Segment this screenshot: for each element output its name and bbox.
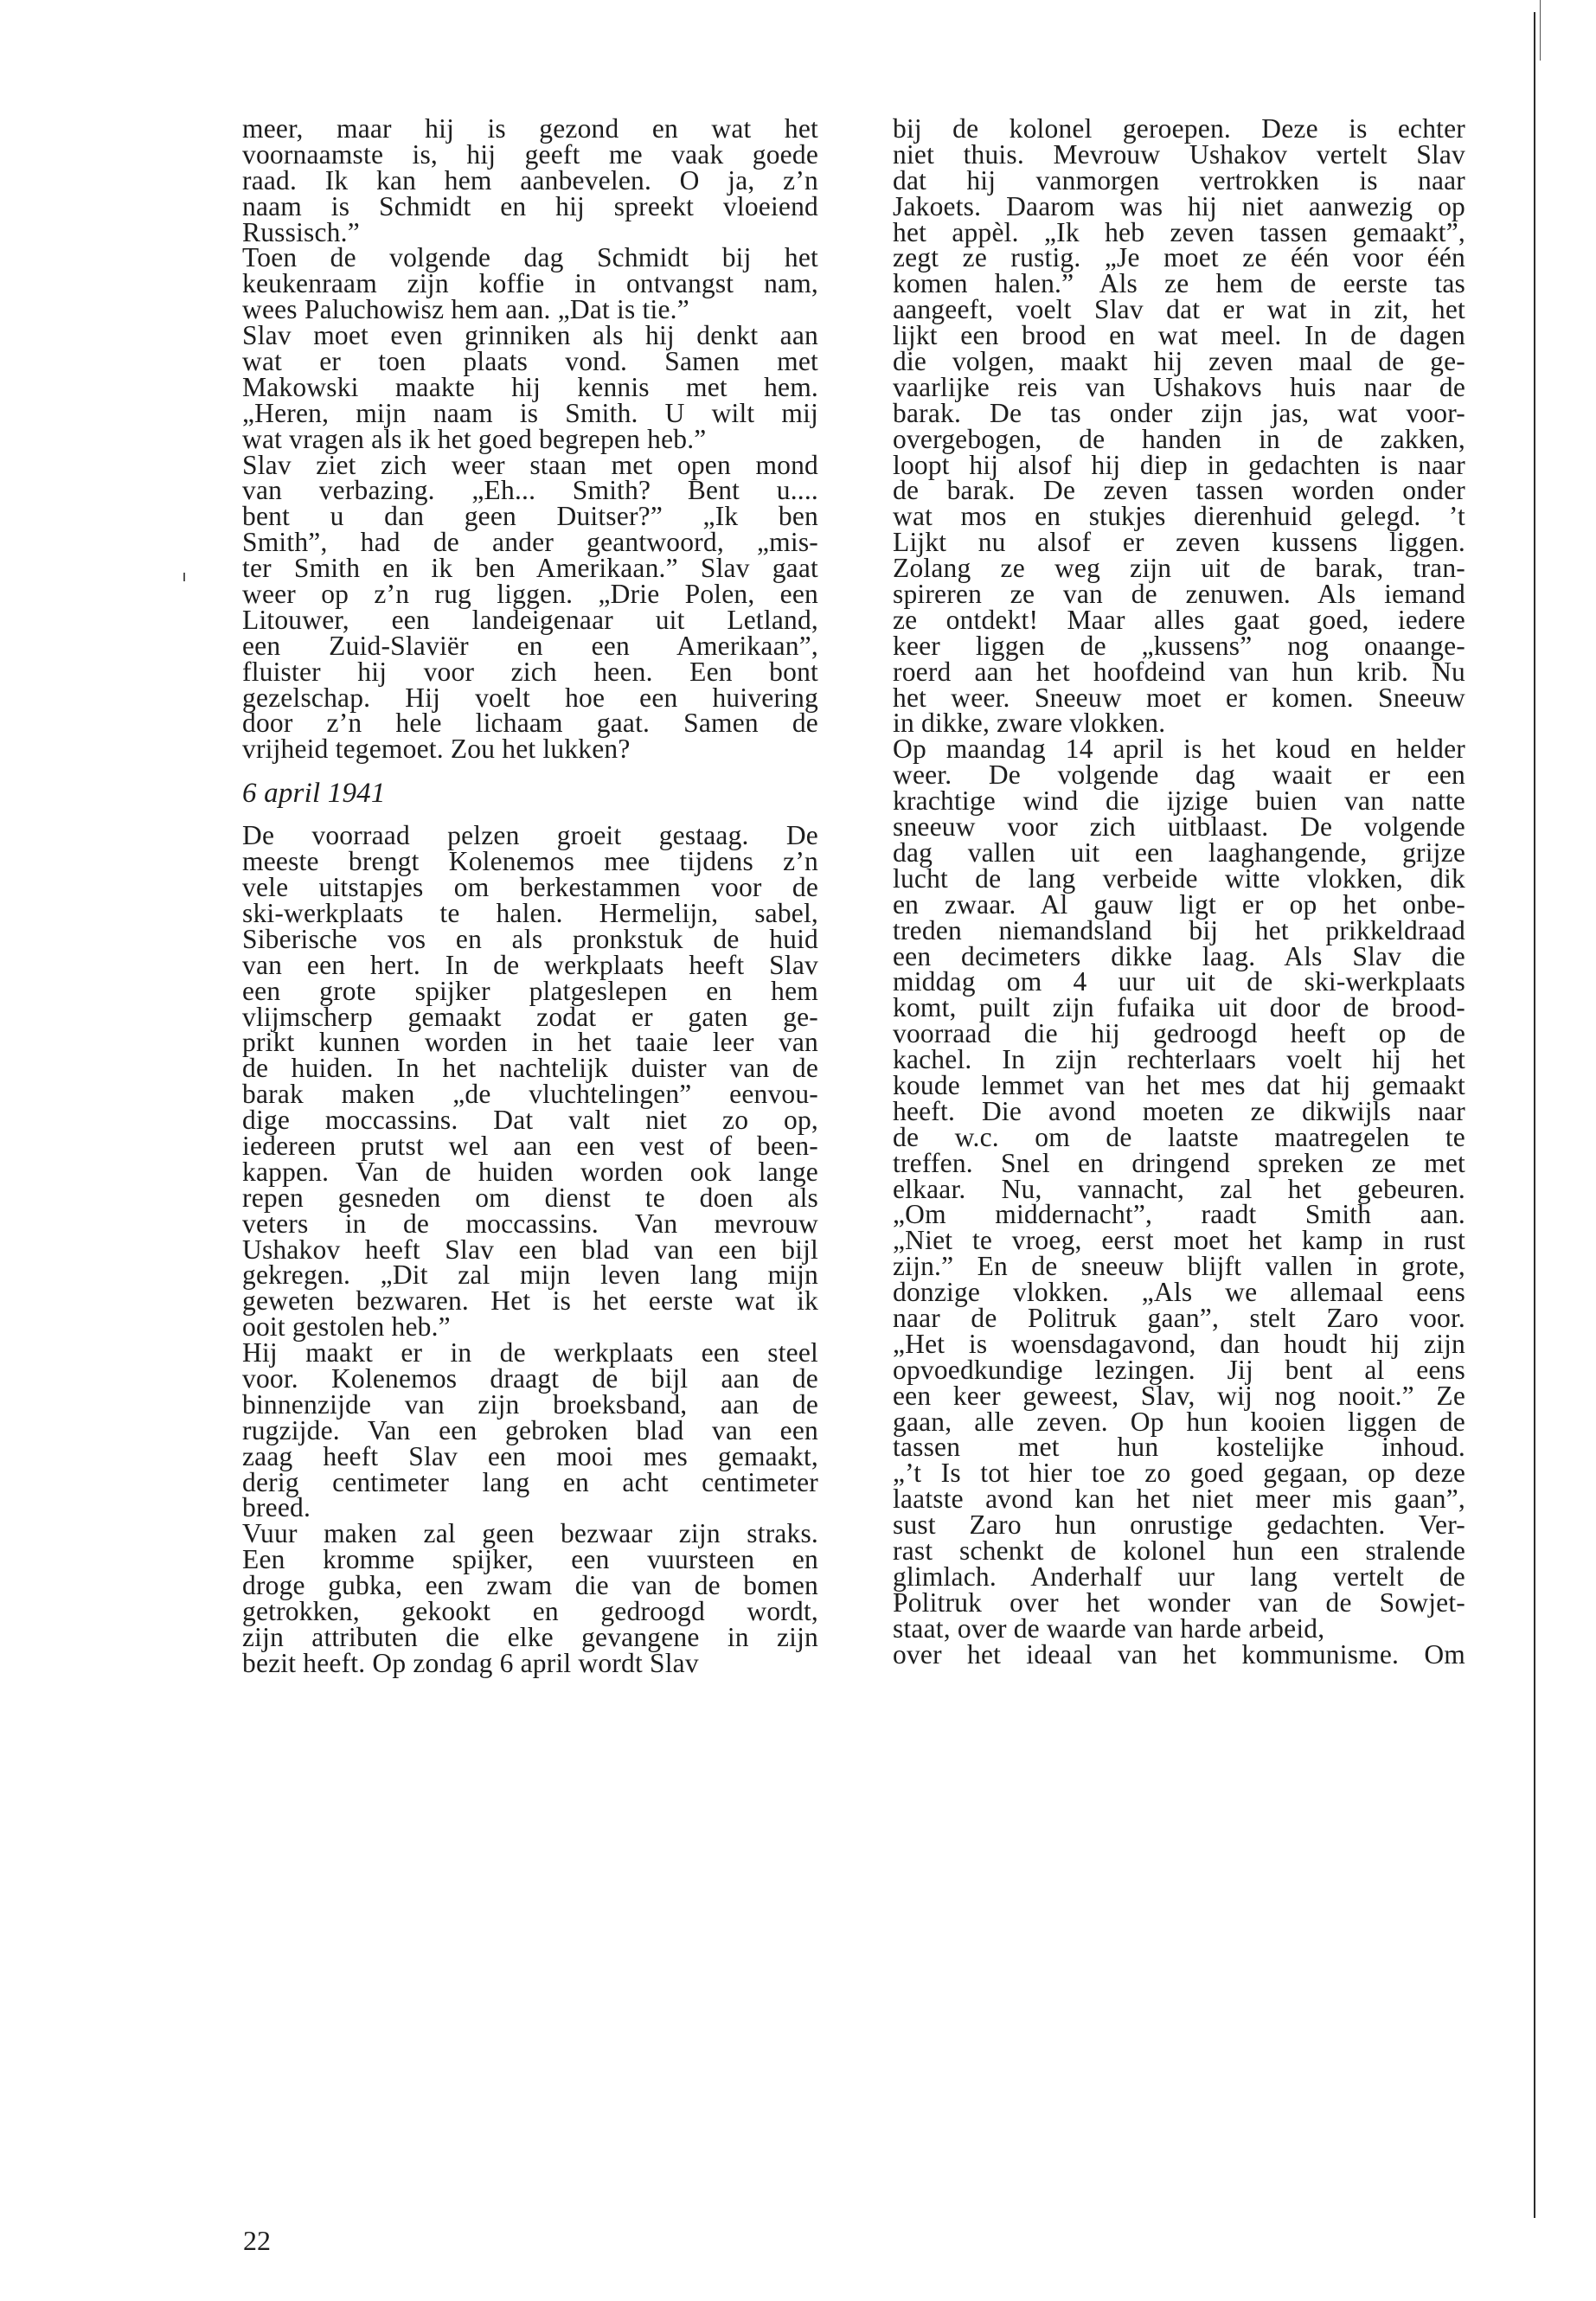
text-line: meeste brengt Kolenemos mee tijdens z’n xyxy=(242,846,818,877)
text-line: komt, puilt zijn fufaika uit door de brood- xyxy=(893,992,1465,1023)
text-line: sneeuw voor zich uitblaast. De volgende xyxy=(893,811,1465,843)
text-line: en zwaar. Al gauw ligt er op het onbe- xyxy=(893,888,1465,920)
text-line: gaan, alle zeven. Op hun kooien liggen de xyxy=(893,1406,1465,1437)
right-column xyxy=(893,113,1465,1670)
left-paragraphs-after-heading xyxy=(242,820,818,1678)
text-line: zaag heeft Slav een mooi mes gemaakt, xyxy=(242,1440,818,1471)
text-line: breed. xyxy=(242,1492,311,1523)
text-line: het weer. Sneeuw moet er komen. Sneeuw xyxy=(893,682,1465,713)
text-line: in dikke, zware vlokken. xyxy=(893,708,1166,739)
text-line: de huiden. In het nachtelijk duister van de xyxy=(242,1053,818,1084)
text-line: vele uitstapjes om berkestammen voor de xyxy=(242,872,818,903)
right-paragraphs xyxy=(893,113,1465,1670)
text-line: ze ontdekt! Maar alles gaat goed, iedere xyxy=(893,604,1465,635)
text-line: zijn.” En de sneeuw blijft vallen in grote, xyxy=(893,1251,1465,1282)
text-line: kachel. In zijn rechterlaars voelt hij het xyxy=(893,1044,1465,1075)
text-line: vaarlijke reis van Ushakovs huis naar de xyxy=(893,371,1465,402)
text-line: de barak. De zeven tassen worden onder xyxy=(893,475,1465,506)
text-line: roerd aan het hoofdeind van hun krib. Nu xyxy=(893,656,1465,687)
text-line: „Heren, mijn naam is Smith. U wilt mij xyxy=(242,397,818,428)
text-line: koude lemmet van het mes dat hij gemaakt xyxy=(893,1069,1465,1100)
page-edge-line xyxy=(1534,12,1535,2218)
text-line: Smith”, had de ander geantwoord, „mis- xyxy=(242,527,818,558)
text-line: naar de Politruk gaan”, stelt Zaro voor. xyxy=(893,1302,1465,1333)
page-number: 22 xyxy=(243,2225,271,2256)
text-line: Politruk over het wonder van de Sowjet- xyxy=(893,1586,1465,1618)
text-line: dige moccassins. Dat valt niet zo op, xyxy=(242,1105,818,1136)
text-line: door z’n hele lichaam gaat. Samen de xyxy=(242,708,818,739)
text-line: Lijkt nu alsof er zeven kussens liggen. xyxy=(893,527,1465,558)
text-line: zijn attributen die elke gevangene in zijn xyxy=(242,1621,818,1652)
text-line: fluister hij voor zich heen. Een bont xyxy=(242,656,818,687)
text-line: overgebogen, de handen in de zakken, xyxy=(893,423,1465,454)
text-line: iedereen prutst wel aan een vest of been- xyxy=(242,1130,818,1161)
text-line: vlijmscherp gemaakt zodat er gaten ge- xyxy=(242,1001,818,1032)
text-line: meer, maar hij is gezond en wat het xyxy=(242,113,818,144)
text-line: elkaar. Nu, vannacht, zal het gebeuren. xyxy=(893,1173,1465,1204)
text-line: wat vragen als ik het goed begrepen heb.” xyxy=(242,423,707,454)
text-line: over het ideaal van het kommunisme. Om xyxy=(893,1638,1465,1670)
text-line: voornaamste is, hij geeft me vaak goede xyxy=(242,138,818,170)
text-line: Ushakov heeft Slav een blad van een bijl xyxy=(242,1234,818,1265)
text-line: een keer geweest, Slav, wij nog nooit.” Ze xyxy=(893,1380,1465,1411)
text-line: Makowski maakte hij kennis met hem. xyxy=(242,371,818,402)
text-line: staat, over de waarde van harde arbeid, xyxy=(893,1612,1325,1644)
text-line: de w.c. om de laatste maatregelen te xyxy=(893,1121,1465,1152)
text-line: Hij maakt er in de werkplaats een steel xyxy=(242,1337,818,1368)
text-line: treffen. Snel en dringend spreken ze met xyxy=(893,1147,1465,1178)
margin-mark xyxy=(183,573,185,581)
text-line: spireren ze van de zenuwen. Als iemand xyxy=(893,579,1465,610)
text-line: rugzijde. Van een gebroken blad van een xyxy=(242,1414,818,1445)
text-line: tassen met hun kostelijke inhoud. xyxy=(893,1432,1465,1463)
text-line: ooit gestolen heb.” xyxy=(242,1311,451,1343)
section-heading: 6 april 1941 xyxy=(242,778,386,810)
text-line: kappen. Van de huiden worden ook lange xyxy=(242,1156,818,1187)
text-line: „Om middernacht”, raadt Smith aan. xyxy=(893,1199,1465,1230)
text-line: bent u dan geen Duitser?” „Ik ben xyxy=(242,501,818,532)
text-line: derig centimeter lang en acht centimeter xyxy=(242,1466,818,1497)
page-edge-mark xyxy=(1540,0,1541,61)
text-line: ter Smith en ik ben Amerikaan.” Slav gaat xyxy=(242,553,818,584)
text-line: komen halen.” Als ze hem de eerste tas xyxy=(893,268,1465,299)
text-line: heeft. Die avond moeten ze dikwijls naar xyxy=(893,1095,1465,1126)
text-line: keukenraam zijn koffie in ontvangst nam, xyxy=(242,268,818,299)
text-line: Jakoets. Daarom was hij niet aanwezig op xyxy=(893,190,1465,221)
text-line: Russisch.” xyxy=(242,216,360,247)
text-line: bij de kolonel geroepen. Deze is echter xyxy=(893,113,1465,144)
text-line: wat mos en stukjes dierenhuid gelegd. ’t xyxy=(893,501,1465,532)
text-line: sust Zaro hun onrustige gedachten. Ver- xyxy=(893,1509,1465,1541)
text-line: voorraad die hij gedroogd heeft op de xyxy=(893,1018,1465,1049)
text-line: De voorraad pelzen groeit gestaag. De xyxy=(242,820,818,851)
text-line: Op maandag 14 april is het koud en helder xyxy=(893,734,1465,765)
text-line: opvoedkundige lezingen. Jij bent al eens xyxy=(893,1354,1465,1385)
text-line: dat hij vanmorgen vertrokken is naar xyxy=(893,164,1465,195)
text-line: rast schenkt de kolonel hun een stralende xyxy=(893,1535,1465,1566)
text-line: donzige vlokken. „Als we allemaal eens xyxy=(893,1277,1465,1308)
text-line: een Zuid-Slaviër en een Amerikaan”, xyxy=(242,630,818,661)
text-line: een decimeters dikke laag. Als Slav die xyxy=(893,940,1465,971)
text-line: Een kromme spijker, een vuursteen en xyxy=(242,1544,818,1575)
text-line: naam is Schmidt en hij spreekt vloeiend xyxy=(242,190,818,221)
text-line: prikt kunnen worden in het taaie leer van xyxy=(242,1027,818,1058)
text-line: barak maken „de vluchtelingen” eenvou- xyxy=(242,1079,818,1110)
left-paragraphs xyxy=(242,113,818,765)
text-line: „’t Is tot hier toe zo goed gegaan, op deze xyxy=(893,1458,1465,1489)
left-column xyxy=(242,113,818,1678)
text-line: getrokken, gekookt en gedroogd wordt, xyxy=(242,1595,818,1626)
text-line: een grote spijker platgeslepen en hem xyxy=(242,975,818,1006)
text-line: „Het is woensdagavond, dan houdt hij zijn xyxy=(893,1328,1465,1359)
text-line: keer liggen de „kussens” nog onaange- xyxy=(893,630,1465,661)
text-line: wees Paluchowisz hem aan. „Dat is tie.” xyxy=(242,294,689,325)
text-line: treden niemandsland bij het prikkeldraad xyxy=(893,914,1465,945)
text-line: wat er toen plaats vond. Samen met xyxy=(242,346,818,377)
text-line: Litouwer, een landeigenaar uit Letland, xyxy=(242,604,818,635)
text-line: lijkt een brood en wat meel. In de dagen xyxy=(893,320,1465,351)
text-line: laatste avond kan het niet meer mis gaan”, xyxy=(893,1484,1465,1515)
text-line: repen gesneden om dienst te doen als xyxy=(242,1182,818,1213)
text-line: „Niet te vroeg, eerst moet het kamp in rust xyxy=(893,1225,1465,1256)
text-line: droge gubka, een zwam die van de bomen xyxy=(242,1570,818,1601)
text-line: voor. Kolenemos draagt de bijl aan de xyxy=(242,1362,818,1394)
text-line: lucht de lang verbeide witte vlokken, dik xyxy=(893,862,1465,894)
text-line: Slav moet even grinniken als hij denkt aan xyxy=(242,320,818,351)
text-line: geweten bezwaren. Het is het eerste wat ik xyxy=(242,1285,818,1317)
text-line: glimlach. Anderhalf uur lang vertelt de xyxy=(893,1561,1465,1592)
text-line: krachtige wind die ijzige buien van natte xyxy=(893,785,1465,817)
text-line: veters in de moccassins. Van mevrouw xyxy=(242,1208,818,1239)
text-line: dag vallen uit een laaghangende, grijze xyxy=(893,836,1465,868)
text-line: binnenzijde van zijn broeksband, aan de xyxy=(242,1388,818,1420)
text-line: middag om 4 uur uit de ski-werkplaats xyxy=(893,966,1465,997)
text-line: gekregen. „Dit zal mijn leven lang mijn xyxy=(242,1259,818,1291)
text-line: Zolang ze weg zijn uit de barak, tran- xyxy=(893,553,1465,584)
text-line: barak. De tas onder zijn jas, wat voor- xyxy=(893,397,1465,428)
text-line: Slav ziet zich weer staan met open mond xyxy=(242,449,818,480)
text-line: bezit heeft. Op zondag 6 april wordt Slav xyxy=(242,1647,699,1678)
text-line: loopt hij alsof hij diep in gedachten is naar xyxy=(893,449,1465,480)
text-line: gezelschap. Hij voelt hoe een huivering xyxy=(242,682,818,713)
text-line: weer op z’n rug liggen. „Drie Polen, een xyxy=(242,579,818,610)
text-line: Siberische vos en als pronkstuk de huid xyxy=(242,923,818,954)
text-line: ski-werkplaats te halen. Hermelijn, sabel, xyxy=(242,897,818,928)
text-line: niet thuis. Mevrouw Ushakov vertelt Slav xyxy=(893,138,1465,170)
text-line: aangeeft, voelt Slav dat er wat in zit, het xyxy=(893,294,1465,325)
text-line: Toen de volgende dag Schmidt bij het xyxy=(242,242,818,273)
text-line: het appèl. „Ik heb zeven tassen gemaakt”, xyxy=(893,216,1465,247)
text-line: vrijheid tegemoet. Zou het lukken? xyxy=(242,734,631,765)
text-line: zegt ze rustig. „Je moet ze één voor één xyxy=(893,242,1465,273)
text-line: van verbazing. „Eh... Smith? Bent u.... xyxy=(242,475,818,506)
text-line: die volgen, maakt hij zeven maal de ge- xyxy=(893,346,1465,377)
text-line: van een hert. In de werkplaats heeft Slav xyxy=(242,949,818,980)
text-line: raad. Ik kan hem aanbevelen. O ja, z’n xyxy=(242,164,818,195)
text-line: Vuur maken zal geen bezwaar zijn straks. xyxy=(242,1518,818,1549)
text-line: weer. De volgende dag waait er een xyxy=(893,760,1465,791)
